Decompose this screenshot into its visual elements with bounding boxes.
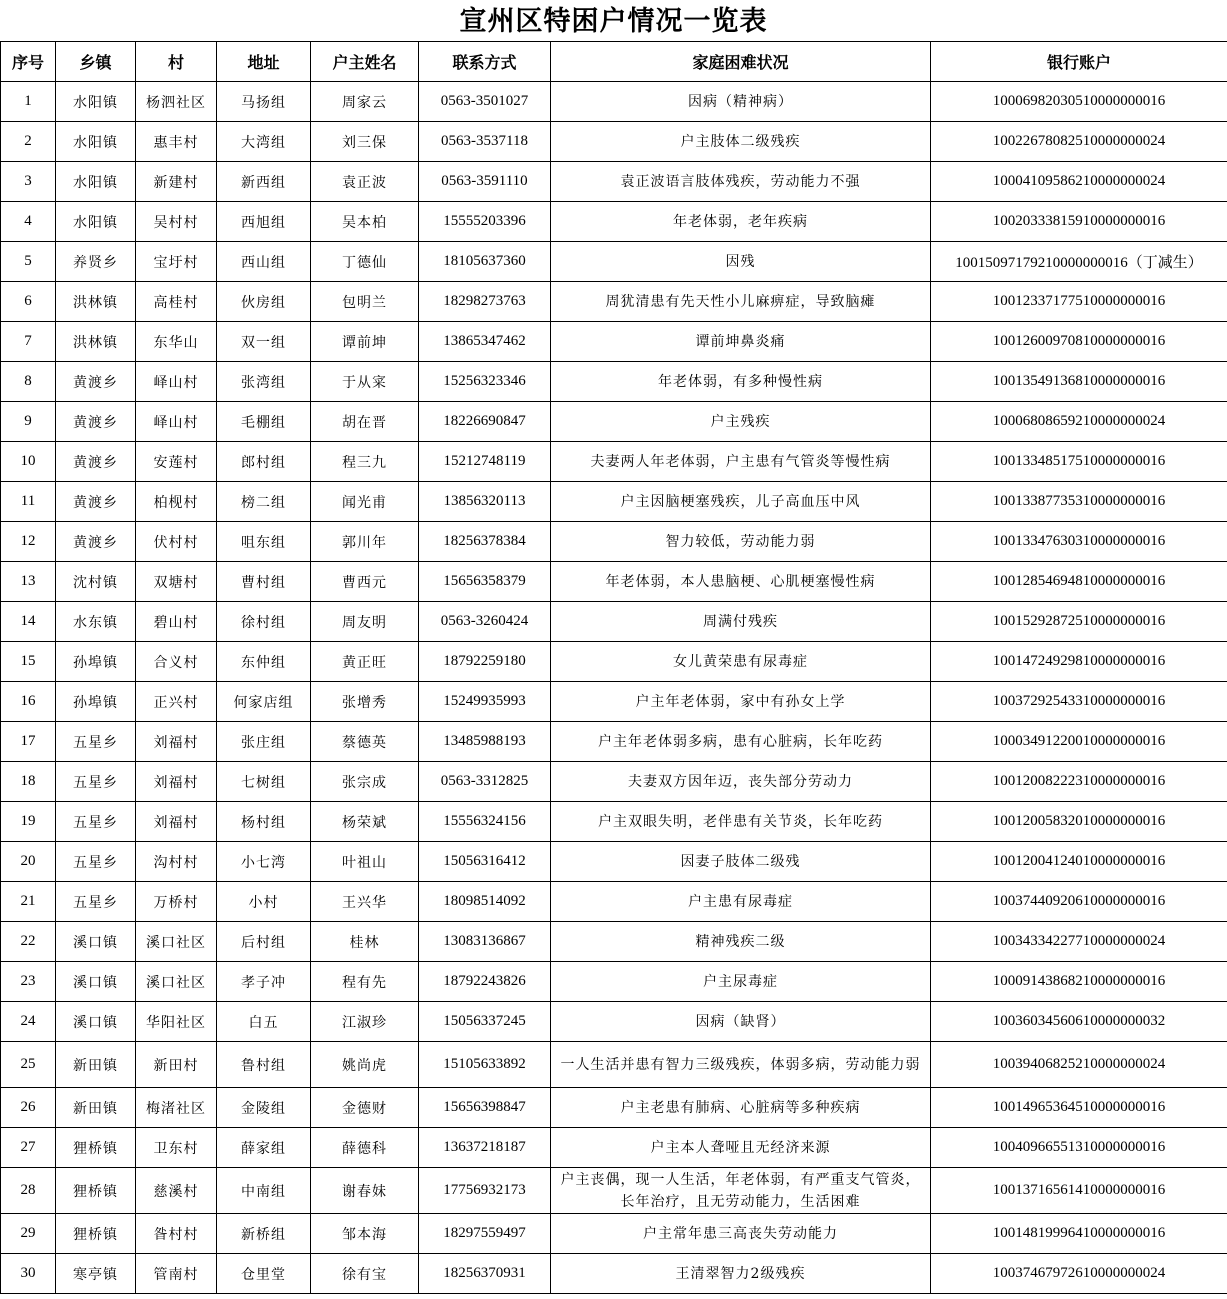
- cell-village: 宝圩村: [136, 242, 217, 282]
- cell-name: 包明兰: [311, 282, 419, 322]
- cell-situation: 户主丧偶，现一人生活，年老体弱，有严重支气管炎，长年治疗，且无劳动能力，生活困难: [551, 1168, 931, 1214]
- cell-account: 10014819996410000000016: [931, 1214, 1227, 1254]
- cell-account: 10014965364510000000016: [931, 1088, 1227, 1128]
- cell-account: 10009143868210000000016: [931, 962, 1227, 1002]
- cell-village: 刘福村: [136, 802, 217, 842]
- cell-account: 10037467972610000000024: [931, 1254, 1227, 1294]
- cell-no: 3: [1, 162, 56, 202]
- cell-address: 何家店组: [217, 682, 311, 722]
- cell-account: 10003491220010000000016: [931, 722, 1227, 762]
- cell-no: 22: [1, 922, 56, 962]
- cell-village: 昝村村: [136, 1214, 217, 1254]
- cell-town: 水阳镇: [56, 122, 136, 162]
- cell-account: 10039406825210000000024: [931, 1042, 1227, 1088]
- cell-phone: 18792259180: [419, 642, 551, 682]
- cell-address: 曹村组: [217, 562, 311, 602]
- cell-no: 18: [1, 762, 56, 802]
- cell-situation: 周满付残疾: [551, 602, 931, 642]
- cell-phone: 15256323346: [419, 362, 551, 402]
- cell-village: 柏枧村: [136, 482, 217, 522]
- table-row: [1, 1002, 1227, 1042]
- cell-village: 新田村: [136, 1042, 217, 1088]
- cell-situation: 户主老患有肺病、心脏病等多种疾病: [551, 1088, 931, 1128]
- cell-name: 郭川年: [311, 522, 419, 562]
- cell-address: 孝子冲: [217, 962, 311, 1002]
- cell-name: 张增秀: [311, 682, 419, 722]
- cell-name: 王兴华: [311, 882, 419, 922]
- cell-address: 七树组: [217, 762, 311, 802]
- cell-phone: 18256370931: [419, 1254, 551, 1294]
- cell-account: 10012005832010000000016: [931, 802, 1227, 842]
- cell-village: 峄山村: [136, 362, 217, 402]
- cell-town: 黄渡乡: [56, 362, 136, 402]
- cell-account: 10037292543310000000016: [931, 682, 1227, 722]
- cell-phone: 13856320113: [419, 482, 551, 522]
- cell-village: 合义村: [136, 642, 217, 682]
- cell-address: 后村组: [217, 922, 311, 962]
- header-situation: 家庭困难状况: [551, 42, 931, 82]
- cell-situation: 因病（缺肾）: [551, 1002, 931, 1042]
- table-row: [1, 242, 1227, 282]
- table-row: [1, 922, 1227, 962]
- cell-village: 杨泗社区: [136, 82, 217, 122]
- cell-address: 西旭组: [217, 202, 311, 242]
- cell-no: 29: [1, 1214, 56, 1254]
- cell-town: 孙埠镇: [56, 642, 136, 682]
- cell-situation: 因妻子肢体二级残: [551, 842, 931, 882]
- cell-town: 寒亭镇: [56, 1254, 136, 1294]
- cell-village: 吴村村: [136, 202, 217, 242]
- cell-town: 养贤乡: [56, 242, 136, 282]
- table-row: [1, 722, 1227, 762]
- cell-phone: 0563-3260424: [419, 602, 551, 642]
- cell-situation: 户主常年患三高丧失劳动能力: [551, 1214, 931, 1254]
- cell-no: 7: [1, 322, 56, 362]
- cell-name: 谢春妹: [311, 1168, 419, 1214]
- cell-name: 薛德科: [311, 1128, 419, 1168]
- cell-town: 五星乡: [56, 842, 136, 882]
- cell-address: 徐村组: [217, 602, 311, 642]
- cell-address: 白五: [217, 1002, 311, 1042]
- cell-phone: 17756932173: [419, 1168, 551, 1214]
- table-row: [1, 322, 1227, 362]
- cell-town: 洪林镇: [56, 282, 136, 322]
- cell-account: 10013716561410000000016: [931, 1168, 1227, 1214]
- cell-phone: 13485988193: [419, 722, 551, 762]
- cell-account: 10015292872510000000016: [931, 602, 1227, 642]
- cell-address: 小村: [217, 882, 311, 922]
- cell-phone: 15249935993: [419, 682, 551, 722]
- table-row: [1, 682, 1227, 722]
- cell-account: 10013347630310000000016: [931, 522, 1227, 562]
- cell-phone: 15656358379: [419, 562, 551, 602]
- cell-situation: 户主本人聋哑且无经济来源: [551, 1128, 931, 1168]
- table-row: [1, 602, 1227, 642]
- cell-address: 仓里堂: [217, 1254, 311, 1294]
- cell-account: 10036034560610000000032: [931, 1002, 1227, 1042]
- cell-situation: 因病（精神病）: [551, 82, 931, 122]
- cell-name: 曹西元: [311, 562, 419, 602]
- cell-situation: 户主残疾: [551, 402, 931, 442]
- cell-phone: 15212748119: [419, 442, 551, 482]
- cell-no: 19: [1, 802, 56, 842]
- cell-name: 丁德仙: [311, 242, 419, 282]
- cell-address: 大湾组: [217, 122, 311, 162]
- cell-situation: 户主年老体弱多病，患有心脏病，长年吃药: [551, 722, 931, 762]
- cell-account: 10006808659210000000024: [931, 402, 1227, 442]
- table-row: [1, 1088, 1227, 1128]
- cell-village: 高桂村: [136, 282, 217, 322]
- cell-no: 30: [1, 1254, 56, 1294]
- cell-situation: 户主尿毒症: [551, 962, 931, 1002]
- cell-village: 峄山村: [136, 402, 217, 442]
- cell-situation: 户主双眼失明，老伴患有关节炎，长年吃药: [551, 802, 931, 842]
- cell-phone: 0563-3501027: [419, 82, 551, 122]
- cell-phone: 0563-3312825: [419, 762, 551, 802]
- cell-name: 刘三保: [311, 122, 419, 162]
- cell-town: 黄渡乡: [56, 482, 136, 522]
- header-address: 地址: [217, 42, 311, 82]
- cell-phone: 18792243826: [419, 962, 551, 1002]
- cell-no: 13: [1, 562, 56, 602]
- table-row: [1, 1042, 1227, 1088]
- cell-village: 溪口社区: [136, 962, 217, 1002]
- header-row: [1, 42, 1227, 82]
- cell-town: 狸桥镇: [56, 1128, 136, 1168]
- cell-phone: 18298273763: [419, 282, 551, 322]
- header-phone: 联系方式: [419, 42, 551, 82]
- cell-village: 刘福村: [136, 722, 217, 762]
- cell-address: 双一组: [217, 322, 311, 362]
- cell-situation: 女儿黄荣患有尿毒症: [551, 642, 931, 682]
- cell-phone: 0563-3591110: [419, 162, 551, 202]
- cell-no: 8: [1, 362, 56, 402]
- cell-account: 10040966551310000000016: [931, 1128, 1227, 1168]
- cell-phone: 15056337245: [419, 1002, 551, 1042]
- cell-name: 张宗成: [311, 762, 419, 802]
- cell-village: 东华山: [136, 322, 217, 362]
- cell-no: 11: [1, 482, 56, 522]
- table-row: [1, 802, 1227, 842]
- table-row: [1, 82, 1227, 122]
- cell-town: 黄渡乡: [56, 402, 136, 442]
- cell-village: 伏村村: [136, 522, 217, 562]
- cell-address: 毛棚组: [217, 402, 311, 442]
- cell-town: 五星乡: [56, 762, 136, 802]
- cell-name: 袁正波: [311, 162, 419, 202]
- data-table: [0, 41, 1227, 1294]
- cell-no: 25: [1, 1042, 56, 1088]
- cell-no: 9: [1, 402, 56, 442]
- cell-phone: 18226690847: [419, 402, 551, 442]
- cell-phone: 18098514092: [419, 882, 551, 922]
- cell-situation: 夫妻两人年老体弱，户主患有气管炎等慢性病: [551, 442, 931, 482]
- cell-name: 程三九: [311, 442, 419, 482]
- cell-account: 10006982030510000000016: [931, 82, 1227, 122]
- cell-village: 刘福村: [136, 762, 217, 802]
- cell-situation: 年老体弱，老年疾病: [551, 202, 931, 242]
- cell-town: 孙埠镇: [56, 682, 136, 722]
- cell-situation: 户主患有尿毒症: [551, 882, 931, 922]
- cell-town: 溪口镇: [56, 1002, 136, 1042]
- cell-phone: 13083136867: [419, 922, 551, 962]
- table-row: [1, 442, 1227, 482]
- cell-name: 杨荣斌: [311, 802, 419, 842]
- cell-address: 鲁村组: [217, 1042, 311, 1088]
- header-village: 村: [136, 42, 217, 82]
- cell-address: 新西组: [217, 162, 311, 202]
- cell-town: 五星乡: [56, 802, 136, 842]
- table-row: [1, 1128, 1227, 1168]
- cell-phone: 13865347462: [419, 322, 551, 362]
- cell-address: 马扬组: [217, 82, 311, 122]
- cell-village: 双塘村: [136, 562, 217, 602]
- page-title: 宣州区特困户情况一览表: [459, 6, 768, 37]
- cell-name: 江淑珍: [311, 1002, 419, 1042]
- cell-address: 杨村组: [217, 802, 311, 842]
- cell-no: 24: [1, 1002, 56, 1042]
- cell-town: 新田镇: [56, 1088, 136, 1128]
- cell-name: 程有先: [311, 962, 419, 1002]
- cell-phone: 15556324156: [419, 802, 551, 842]
- table-row: [1, 562, 1227, 602]
- cell-phone: 15656398847: [419, 1088, 551, 1128]
- cell-village: 管南村: [136, 1254, 217, 1294]
- cell-situation: 一人生活并患有智力三级残疾，体弱多病，劳动能力弱: [551, 1042, 931, 1088]
- cell-name: 吴本柏: [311, 202, 419, 242]
- table-row: [1, 882, 1227, 922]
- cell-town: 狸桥镇: [56, 1168, 136, 1214]
- cell-name: 姚尚虎: [311, 1042, 419, 1088]
- cell-phone: 0563-3537118: [419, 122, 551, 162]
- cell-village: 溪口社区: [136, 922, 217, 962]
- header-name: 户主姓名: [311, 42, 419, 82]
- cell-situation: 年老体弱，本人患脑梗、心肌梗塞慢性病: [551, 562, 931, 602]
- cell-no: 10: [1, 442, 56, 482]
- cell-name: 叶祖山: [311, 842, 419, 882]
- cell-account: 10012854694810000000016: [931, 562, 1227, 602]
- table-row: [1, 842, 1227, 882]
- cell-account: 10020333815910000000016: [931, 202, 1227, 242]
- table-row: [1, 762, 1227, 802]
- cell-situation: 户主因脑梗塞残疾，儿子高血压中风: [551, 482, 931, 522]
- cell-address: 张庄组: [217, 722, 311, 762]
- cell-town: 洪林镇: [56, 322, 136, 362]
- cell-village: 慈溪村: [136, 1168, 217, 1214]
- table-body: [1, 82, 1227, 1294]
- cell-town: 沈村镇: [56, 562, 136, 602]
- table-row: [1, 1214, 1227, 1254]
- table-row: [1, 642, 1227, 682]
- cell-no: 14: [1, 602, 56, 642]
- cell-account: 10012600970810000000016: [931, 322, 1227, 362]
- cell-account: 10014724929810000000016: [931, 642, 1227, 682]
- cell-town: 水东镇: [56, 602, 136, 642]
- table-row: [1, 522, 1227, 562]
- cell-village: 碧山村: [136, 602, 217, 642]
- cell-name: 谭前坤: [311, 322, 419, 362]
- table-row: [1, 1168, 1227, 1214]
- cell-account: 10012004124010000000016: [931, 842, 1227, 882]
- cell-name: 周家云: [311, 82, 419, 122]
- cell-name: 胡在晋: [311, 402, 419, 442]
- cell-address: 西山组: [217, 242, 311, 282]
- cell-address: 金陵组: [217, 1088, 311, 1128]
- cell-phone: 18256378384: [419, 522, 551, 562]
- table-row: [1, 962, 1227, 1002]
- header-account: 银行账户: [931, 42, 1227, 82]
- cell-no: 23: [1, 962, 56, 1002]
- cell-village: 新建村: [136, 162, 217, 202]
- cell-no: 4: [1, 202, 56, 242]
- cell-no: 16: [1, 682, 56, 722]
- cell-no: 21: [1, 882, 56, 922]
- cell-address: 伙房组: [217, 282, 311, 322]
- cell-situation: 谭前坤鼻炎痛: [551, 322, 931, 362]
- cell-situation: 周犹清患有先天性小儿麻痹症，导致脑瘫: [551, 282, 931, 322]
- cell-account: 10015097179210000000016（丁减生）: [931, 242, 1227, 282]
- table-row: [1, 402, 1227, 442]
- cell-situation: 夫妻双方因年迈，丧失部分劳动力: [551, 762, 931, 802]
- cell-no: 12: [1, 522, 56, 562]
- cell-village: 安莲村: [136, 442, 217, 482]
- cell-village: 万桥村: [136, 882, 217, 922]
- cell-phone: 18105637360: [419, 242, 551, 282]
- cell-situation: 袁正波语言肢体残疾，劳动能力不强: [551, 162, 931, 202]
- cell-phone: 15555203396: [419, 202, 551, 242]
- cell-account: 10013348517510000000016: [931, 442, 1227, 482]
- cell-name: 徐有宝: [311, 1254, 419, 1294]
- cell-name: 蔡德英: [311, 722, 419, 762]
- cell-village: 惠丰村: [136, 122, 217, 162]
- cell-no: 1: [1, 82, 56, 122]
- cell-account: 10034334227710000000024: [931, 922, 1227, 962]
- cell-phone: 15056316412: [419, 842, 551, 882]
- cell-no: 26: [1, 1088, 56, 1128]
- cell-town: 黄渡乡: [56, 442, 136, 482]
- cell-address: 中南组: [217, 1168, 311, 1214]
- cell-account: 10013549136810000000016: [931, 362, 1227, 402]
- cell-village: 华阳社区: [136, 1002, 217, 1042]
- header-town: 乡镇: [56, 42, 136, 82]
- cell-address: 张湾组: [217, 362, 311, 402]
- cell-situation: 王清翠智力2级残疾: [551, 1254, 931, 1294]
- cell-address: 郎村组: [217, 442, 311, 482]
- cell-name: 周友明: [311, 602, 419, 642]
- table-row: [1, 162, 1227, 202]
- cell-address: 新桥组: [217, 1214, 311, 1254]
- cell-town: 新田镇: [56, 1042, 136, 1088]
- cell-account: 10004109586210000000024: [931, 162, 1227, 202]
- cell-town: 溪口镇: [56, 962, 136, 1002]
- cell-phone: 18297559497: [419, 1214, 551, 1254]
- cell-village: 梅渚社区: [136, 1088, 217, 1128]
- cell-town: 五星乡: [56, 882, 136, 922]
- cell-town: 水阳镇: [56, 162, 136, 202]
- cell-phone: 15105633892: [419, 1042, 551, 1088]
- cell-no: 27: [1, 1128, 56, 1168]
- cell-situation: 户主年老体弱，家中有孙女上学: [551, 682, 931, 722]
- cell-no: 5: [1, 242, 56, 282]
- table-row: [1, 282, 1227, 322]
- cell-no: 28: [1, 1168, 56, 1214]
- cell-account: 10022678082510000000024: [931, 122, 1227, 162]
- cell-town: 狸桥镇: [56, 1214, 136, 1254]
- table-row: [1, 202, 1227, 242]
- cell-town: 五星乡: [56, 722, 136, 762]
- header-no: 序号: [1, 42, 56, 82]
- table-row: [1, 362, 1227, 402]
- cell-name: 桂林: [311, 922, 419, 962]
- cell-situation: 户主肢体二级残疾: [551, 122, 931, 162]
- cell-village: 卫东村: [136, 1128, 217, 1168]
- cell-address: 薛家组: [217, 1128, 311, 1168]
- cell-name: 于从寀: [311, 362, 419, 402]
- cell-address: 小七湾: [217, 842, 311, 882]
- cell-name: 闻光甫: [311, 482, 419, 522]
- cell-town: 溪口镇: [56, 922, 136, 962]
- cell-account: 10012008222310000000016: [931, 762, 1227, 802]
- cell-account: 10013387735310000000016: [931, 482, 1227, 522]
- cell-name: 金德财: [311, 1088, 419, 1128]
- cell-address: 咀东组: [217, 522, 311, 562]
- cell-town: 黄渡乡: [56, 522, 136, 562]
- cell-name: 黄正旺: [311, 642, 419, 682]
- cell-situation: 智力较低，劳动能力弱: [551, 522, 931, 562]
- cell-village: 正兴村: [136, 682, 217, 722]
- cell-town: 水阳镇: [56, 202, 136, 242]
- cell-no: 2: [1, 122, 56, 162]
- cell-address: 东仲组: [217, 642, 311, 682]
- cell-town: 水阳镇: [56, 82, 136, 122]
- cell-no: 6: [1, 282, 56, 322]
- cell-situation: 因残: [551, 242, 931, 282]
- cell-no: 15: [1, 642, 56, 682]
- table-row: [1, 1254, 1227, 1294]
- cell-name: 邹本海: [311, 1214, 419, 1254]
- cell-no: 20: [1, 842, 56, 882]
- cell-situation: 精神残疾二级: [551, 922, 931, 962]
- table-row: [1, 122, 1227, 162]
- cell-village: 沟村村: [136, 842, 217, 882]
- table-row: [1, 482, 1227, 522]
- cell-account: 10012337177510000000016: [931, 282, 1227, 322]
- cell-address: 榜二组: [217, 482, 311, 522]
- cell-situation: 年老体弱，有多种慢性病: [551, 362, 931, 402]
- cell-phone: 13637218187: [419, 1128, 551, 1168]
- cell-no: 17: [1, 722, 56, 762]
- cell-account: 10037440920610000000016: [931, 882, 1227, 922]
